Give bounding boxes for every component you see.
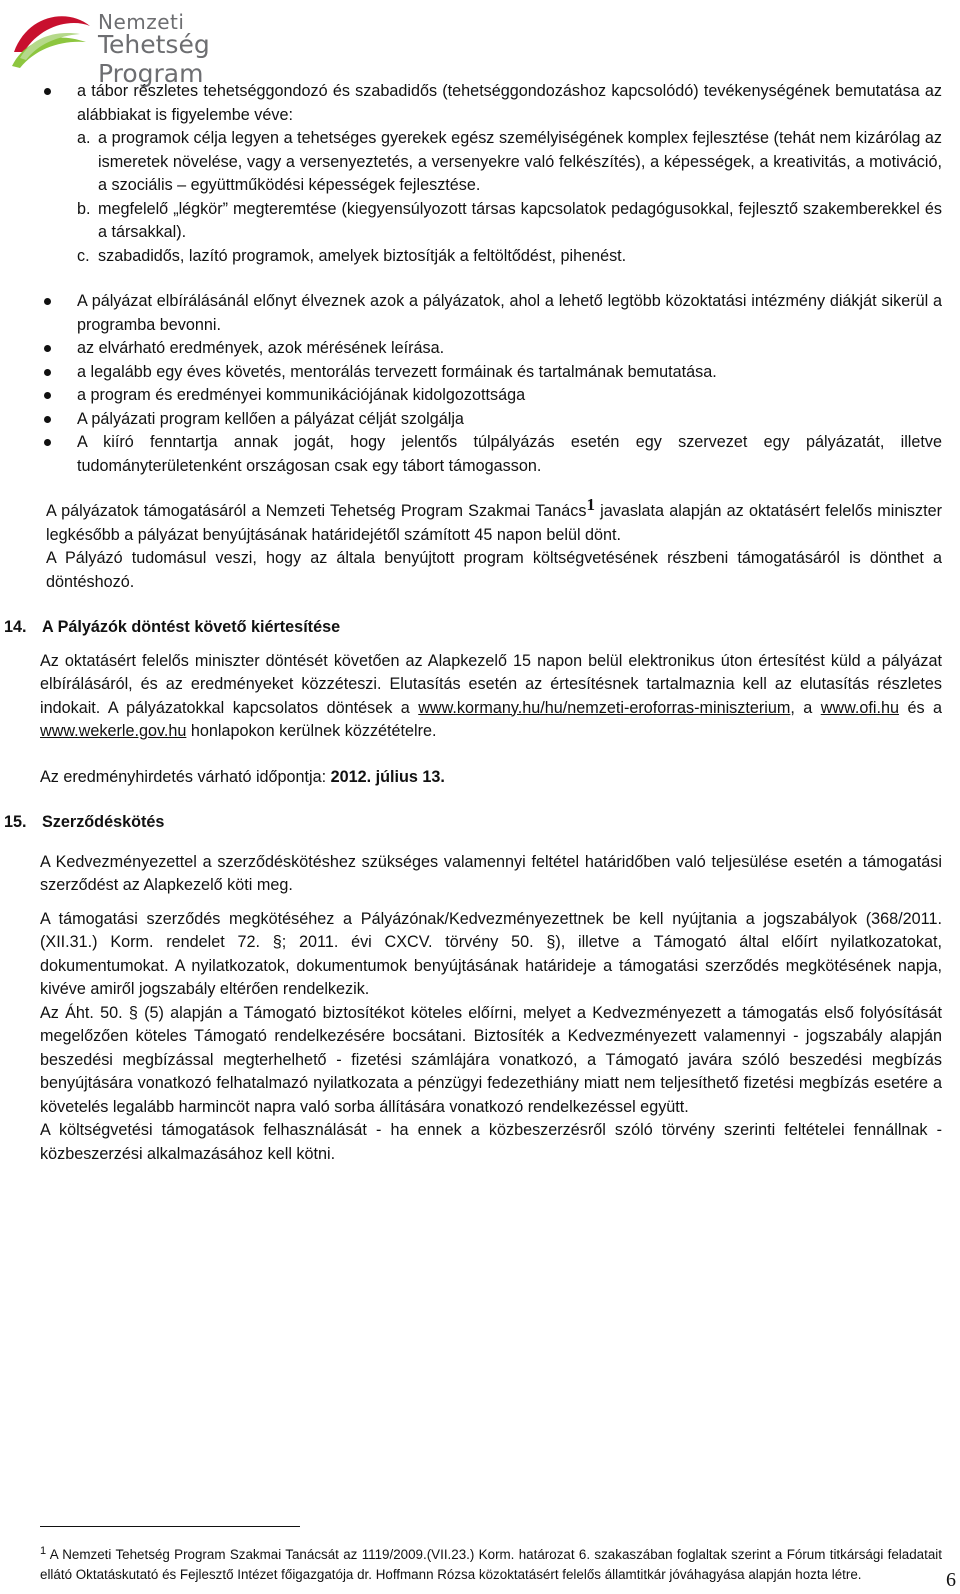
section-14-heading: [4, 616, 942, 640]
list-item: A kiíró fenntartja annak jogát, hogy jelentős túlpályázás esetén egy szervezet egy pályázatát, illetve tudományterületenként országosan csak egy tábort támogasson.: [40, 431, 942, 478]
list-item: A pályázati program kellően a pályázat célját szolgálja: [40, 408, 942, 432]
list-item: A pályázat elbírálásánál előnyt élveznek azok a pályázatok, ahol a lehető legtöbb közoktatási intézmény diákját sikerül a programba bevonni.: [40, 290, 942, 337]
text-span: javaslata alapján az oktatásért felelős miniszter legkésőbb a pályázat benyújtásának határidejétől számított 45 napon belül dönt.: [46, 502, 942, 544]
document-body: [4, 80, 942, 1582]
list-item: a legalább egy éves követés, mentorálás tervezett formáinak és tartalmának bemutatása.: [40, 361, 942, 385]
list-item: az elvárható eredmények, azok mérésének leírása.: [40, 337, 942, 361]
section-14-paragraph: [40, 650, 942, 744]
section-15-paragraph-2: A támogatási szerződés megkötéséhez a Pályázónak/Kedvezményezettnek be kell nyújtania a jogszabályok (368/2011. (XII.31.) Korm. rendelet 72. §; 2011. évi CXCV. törvény 50. §), illetve a Támogató által előírt nyilatkozatokat, dokumentumokat. A nyilatkozatok, dokumentumok benyújtásának határideje a támogatási szerződés megkötésének napja, kivéve amiről jogszabály eltérően rendelkezik.: [40, 909, 942, 998]
page-number: 6: [946, 1569, 956, 1591]
text-span: A pályázatok támogatásáról a Nemzeti Tehetség Program Szakmai Tanács: [46, 502, 587, 520]
text-span: Az eredményhirdetés várható időpontja:: [40, 767, 331, 786]
section-number: 15.: [4, 813, 27, 831]
section-15-paragraph-4: A költségvetési támogatások felhasználását - ha ennek a közbeszerzésről szóló törvény szerinti feltételei fennállnak - közbeszerzési alkalmazásához kell kötni.: [40, 1121, 942, 1163]
text-span: Az oktatásért felelős miniszter döntését követően az Alapkezelő 15 napon belül elektronikus úton értesítést küld a pályázat elbírálásáról, és az eredményeket közzéteszi. Elutasítás esetén az értesítésnek tartalmaznia kell az elutasítás részletes indokait. A pályázatokkal kapcsolatos döntések a: [40, 651, 942, 717]
sub-list-item: [40, 127, 942, 198]
sub-list-item: [40, 245, 942, 269]
sub-marker: a.: [77, 129, 91, 147]
logo-text-line2: Tehetség Program: [98, 30, 210, 88]
section-title: Szerződéskötés: [42, 813, 165, 831]
text-span: , a: [790, 698, 821, 717]
result-date: 2012. július 13.: [330, 767, 445, 786]
sub-marker: c.: [77, 246, 90, 265]
footnote-separator: [40, 1526, 300, 1527]
sub-list-item: [40, 198, 942, 245]
list-item: a program és eredményei kommunikációjának kidolgozottsága: [40, 384, 942, 408]
list-item-text: a tábor részletes tehetséggondozó és szabadidős (tehetséggondozáshoz kapcsolódó) tevékenységének bemutatása az alábbiakat is figyelembe véve:: [77, 82, 942, 124]
section-title: A Pályázók döntést követő kiértesítése: [42, 618, 341, 636]
section-15-paragraph-3: Az Áht. 50. § (5) alapján a Támogató biztosítékot köteles előírni, melyet a Kedvezményezett a támogatás első folyósítását megelőzően köteles Támogató rendelkezésére bocsátani. Biztosíték a Kedvezményezett valamennyi - jogszabály alapján beszedési megbízással megterhelhető - fizetési számlájára vonatkozó, a Támogató javára szóló beszedési megbízás benyújtására vonatkozó felhatalmazó nyilatkozata a pénzügyi fedezethiány miatt nem teljesíthető fizetési megbízás esetére a követelés legalább harmincöt napra való sorba állítására vonatkozó rendelkezéssel együtt.: [40, 1003, 942, 1116]
sub-list: [40, 127, 942, 268]
logo-text-line1: Nemzeti: [98, 10, 185, 34]
sub-item-text: megfelelő „légkör” megteremtése (kiegyensúlyozott társas kapcsolatok pedagógusokkal, fejlesztő szakemberekkel és a társakkal).: [98, 199, 942, 241]
decision-paragraph: [46, 495, 942, 547]
kormany-link[interactable]: www.kormany.hu/hu/nemzeti-eroforras-miniszterium: [418, 698, 791, 717]
text-span: honlapokon kerülnek közzétételre.: [186, 722, 437, 740]
ofi-link[interactable]: www.ofi.hu: [820, 698, 900, 717]
logo-mark-icon: [10, 8, 96, 70]
footnote-text: A Nemzeti Tehetség Program Szakmai Tanácsát az 1119/2009.(VII.23.) Korm. határozat 6. szakaszában foglaltak szerint a Fórum titkársági feladatait ellátó Oktatáskutató és Fejlesztő Intézet főigazgatója dr. Hoffmann Rózsa közoktatásért felelős államtitkár jóváhagyása alapján hozta létre.: [40, 1547, 942, 1582]
text-span: és a: [899, 698, 942, 717]
wekerle-link[interactable]: www.wekerle.gov.hu: [40, 722, 187, 740]
list-item: [40, 80, 942, 268]
section-number: 14.: [4, 618, 27, 636]
section-15-paragraph-1: A Kedvezményezettel a szerződéskötéshez szükséges valamennyi feltétel határidőben való teljesülése esetén a támogatási szerződést az Alapkezelő köti meg.: [40, 852, 942, 894]
criteria-list-1: [40, 80, 942, 268]
result-date-paragraph: [40, 766, 942, 790]
sub-item-text: szabadidős, lazító programok, amelyek biztosítják a feltöltődést, pihenést.: [98, 246, 627, 265]
sub-marker: b.: [77, 199, 91, 218]
criteria-list-2: [40, 290, 942, 478]
decision-paragraph-2: A Pályázó tudomásul veszi, hogy az általa benyújtott program költségvetésének részbeni támogatásáról is dönthet a döntéshozó.: [46, 549, 942, 591]
footnote-ref: 1: [586, 495, 595, 514]
footnote: [40, 1545, 942, 1585]
section-15-heading: [4, 811, 942, 835]
sub-item-text: a programok célja legyen a tehetséges gyerekek egész személyiségének komplex fejlesztése (tehát nem kizárólag az ismeretek növelése, vagy a versenyeztetés, a versenyekre való felkészítés), a képességek, a kreativitás, a motiváció, a szociális – együttműködési képességek fejlesztése.: [98, 129, 942, 194]
footnote-mark: 1: [40, 1545, 47, 1557]
logo: [10, 8, 300, 88]
